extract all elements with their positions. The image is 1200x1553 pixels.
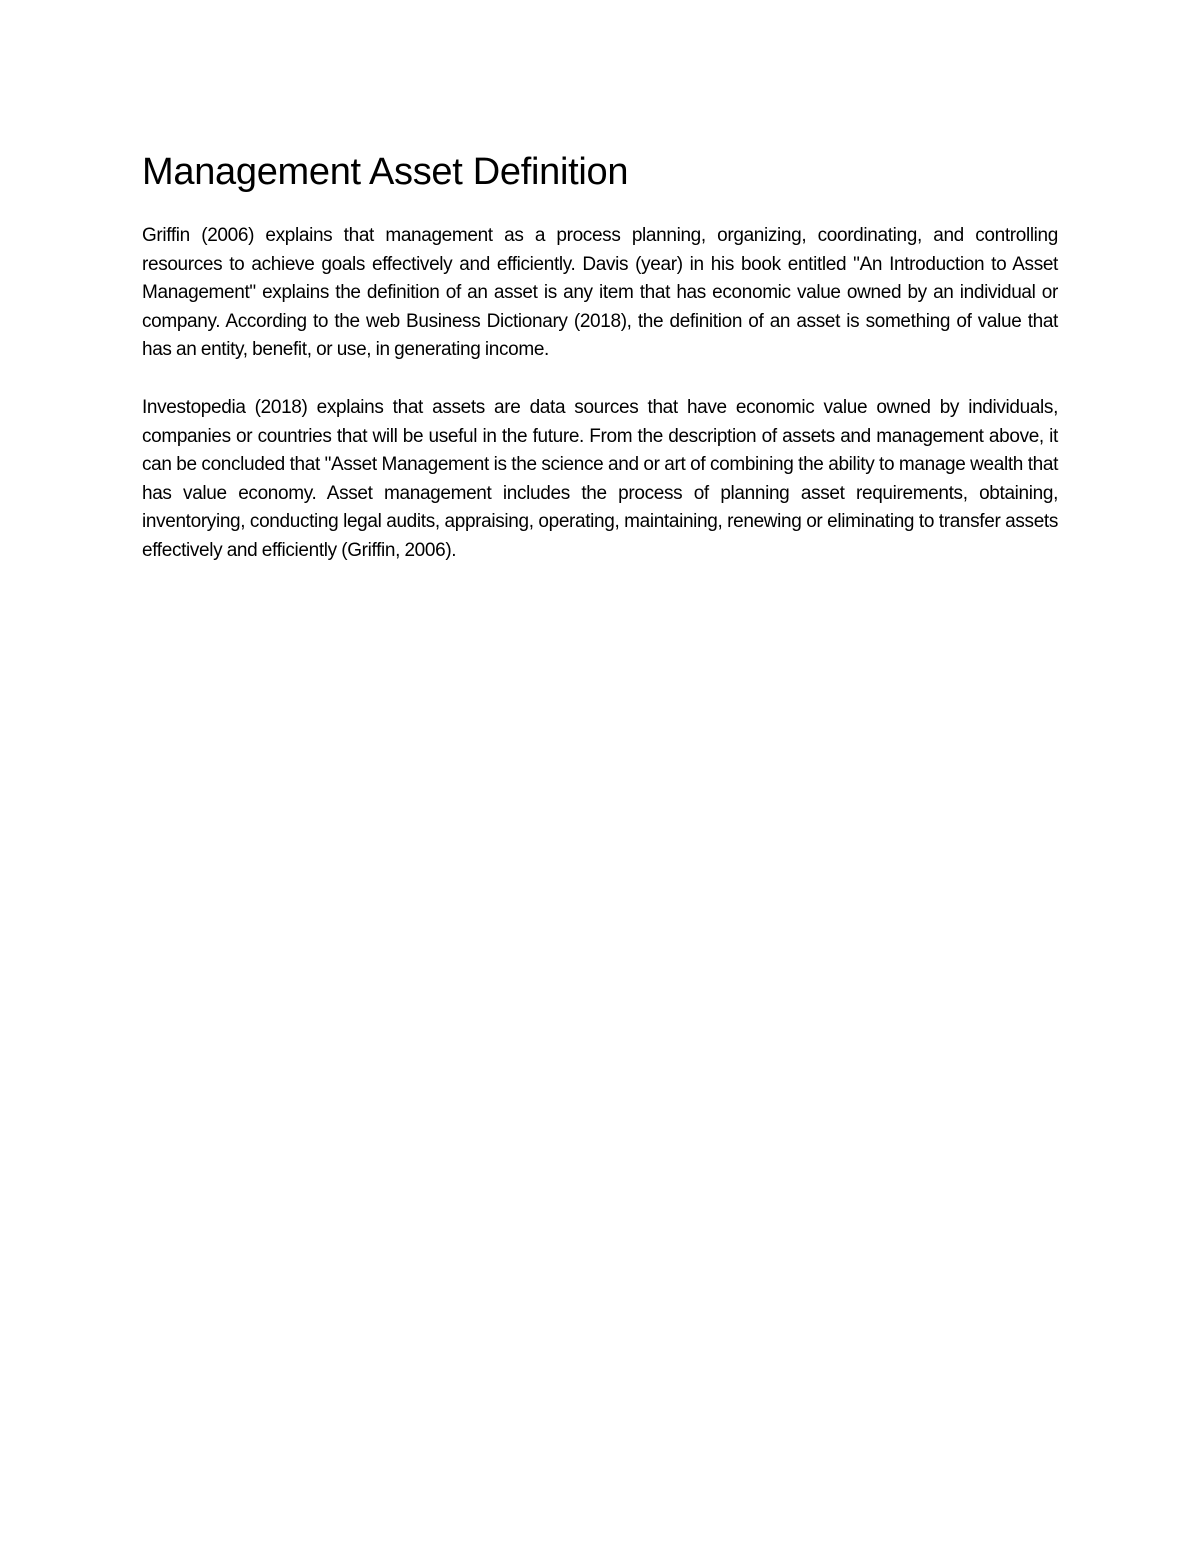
body-paragraph-2: Investopedia (2018) explains that assets are data sources that have economic value owned by individuals, companies or countries that will be useful in the future. From the description of assets and management above, it can be concluded that "Asset Management is the science and or art of combining the ability to manage wealth that has value economy. Asset management includes the process of planning asset requirements, obtaining, inventorying, conducting legal audits, appraising, operating, maintaining, renewing or eliminating to transfer assets effectively and efficiently (Griffin, 2006). [142,396,1058,561]
body-paragraph-1: Griffin (2006) explains that management as a process planning, organizing, coordinating, and controlling resources to achieve goals effectively and efficiently. Davis (year) in his book entitled "An Introduction to Asset Management" explains the definition of an asset is any item that has economic value owned by an individual or company. According to the web Business Dictionary (2018), the definition of an asset is something of value that has an entity, benefit, or use, in generating income. [142,225,1058,361]
document-content [142,150,1058,595]
document-title: Management Asset Definition [142,151,629,193]
